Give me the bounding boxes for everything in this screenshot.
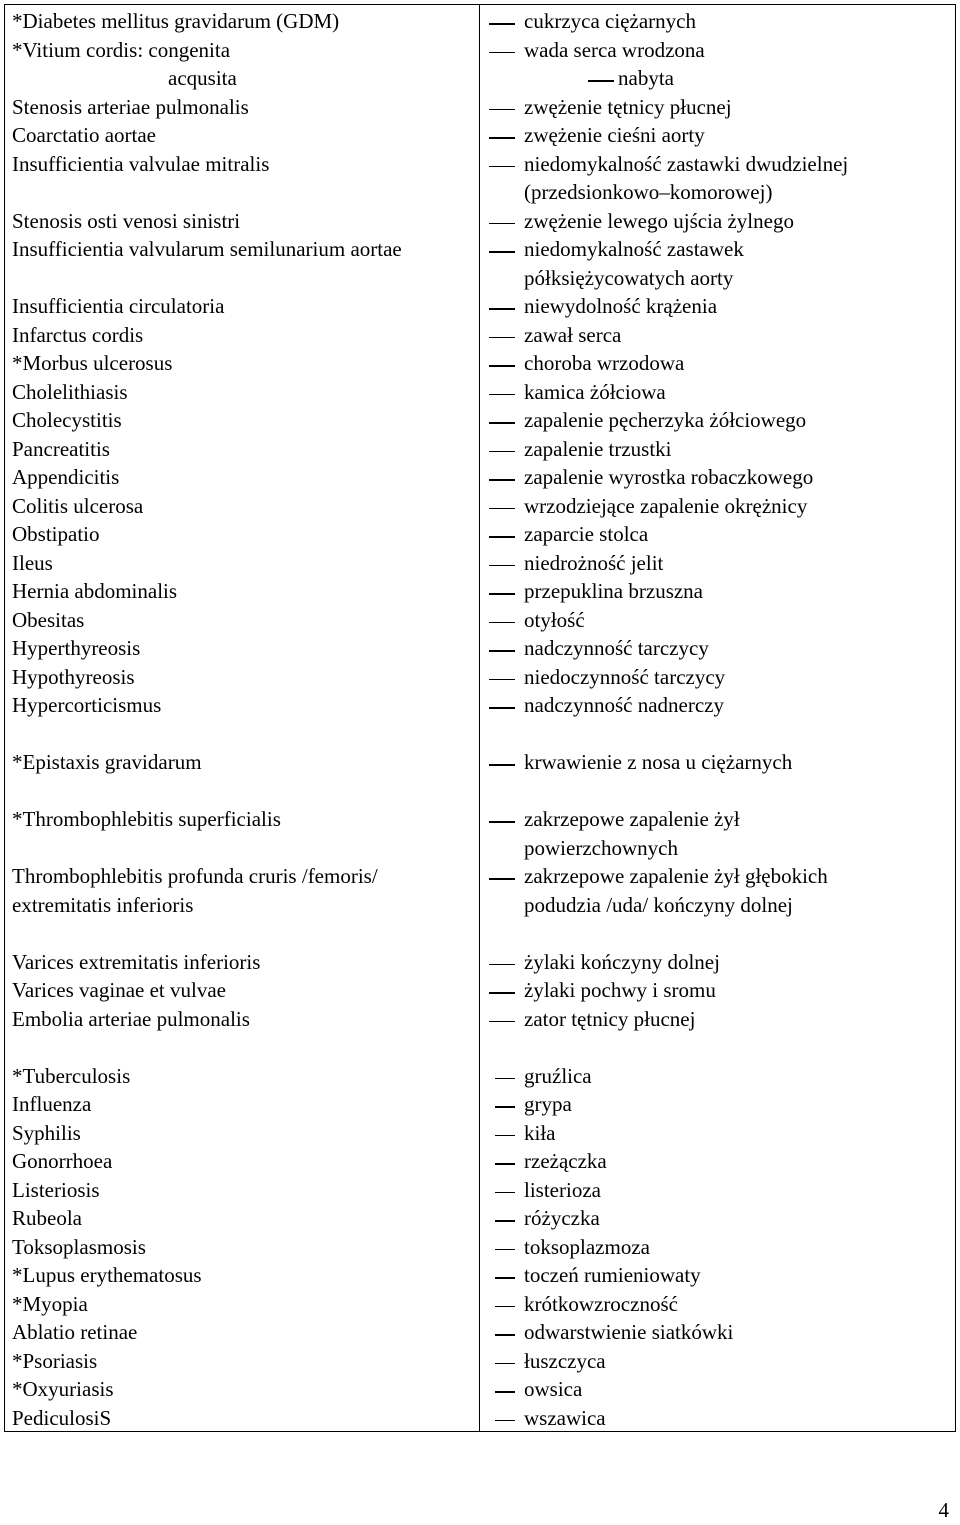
polish-term: grypa <box>524 1092 572 1116</box>
latin-term: Coarctatio aortae <box>12 123 157 147</box>
polish-term: zakrzepowe zapalenie żył głębokich podudzia /uda/ kończyny dolnej <box>524 864 828 917</box>
polish-term: wrzodziejące zapalenie okrężnicy <box>524 493 808 518</box>
polish-term: gruźlica <box>524 1063 592 1088</box>
dash-separator <box>495 1391 515 1393</box>
latin-term: Obesitas <box>12 607 85 632</box>
polish-term: krwawienie z nosa u ciężarnych <box>524 750 793 774</box>
latin-term: acqusita <box>168 66 237 90</box>
latin-term: *Psoriasis <box>12 1348 98 1373</box>
page-number: 4 <box>938 1498 949 1522</box>
dash-separator <box>489 878 515 880</box>
dash-separator <box>489 650 515 652</box>
polish-term: toczeń rumieniowaty <box>524 1263 701 1287</box>
dash-separator <box>489 223 515 225</box>
dash-separator <box>495 1163 515 1165</box>
latin-term: *Myopia <box>12 1291 88 1316</box>
dash-separator <box>588 80 614 82</box>
dash-separator <box>489 337 515 339</box>
latin-term: *Oxyuriasis <box>12 1377 114 1401</box>
latin-term: Stenosis osti venosi sinistri <box>12 208 241 233</box>
dash-separator <box>495 1277 515 1279</box>
dash-separator <box>489 622 515 624</box>
polish-term: niedomykalność zastawki dwudzielnej (przedsionkowo–komorowej) <box>524 151 849 204</box>
polish-term: zwężenie cieśni aorty <box>524 123 705 147</box>
dash-separator <box>489 109 515 111</box>
latin-term: Hyperthyreosis <box>12 636 141 660</box>
polish-term: łuszczyca <box>524 1348 606 1373</box>
dash-separator <box>495 1192 515 1194</box>
latin-term: Hernia abdominalis <box>12 579 178 603</box>
dash-separator <box>489 308 515 310</box>
latin-term: Syphilis <box>12 1120 81 1145</box>
polish-term: zawał serca <box>524 322 622 347</box>
polish-term: kiła <box>524 1120 556 1145</box>
polish-term: cukrzyca ciężarnych <box>524 9 696 33</box>
latin-term: Ileus <box>12 550 53 575</box>
polish-term: niewydolność krążenia <box>524 294 718 318</box>
dash-separator <box>495 1420 515 1422</box>
latin-term: *Lupus erythematosus <box>12 1263 202 1287</box>
latin-term: Varices extremitatis inferioris <box>12 949 261 974</box>
dash-separator <box>489 23 515 25</box>
polish-term: zaparcie stolca <box>524 522 649 546</box>
dash-separator <box>489 422 515 424</box>
latin-term: Insufficientia valvulae mitralis <box>12 151 270 176</box>
latin-term: Cholelithiasis <box>12 379 128 404</box>
dash-separator <box>489 964 515 966</box>
latin-term: Cholecystitis <box>12 408 122 432</box>
polish-term: choroba wrzodowa <box>524 351 685 375</box>
polish-term: listerioza <box>524 1177 601 1202</box>
latin-term: Colitis ulcerosa <box>12 493 144 518</box>
dash-separator <box>489 536 515 538</box>
dash-separator <box>489 1021 515 1023</box>
polish-term: otyłość <box>524 607 585 632</box>
polish-term: zwężenie lewego ujścia żylnego <box>524 208 794 233</box>
latin-term: Stenosis arteriae pulmonalis <box>12 94 249 119</box>
latin-term: *Morbus ulcerosus <box>12 351 173 375</box>
latin-term: *Thrombophlebitis superficialis <box>12 807 281 831</box>
latin-term: Thrombophlebitis profunda cruris /femoris/ extremitatis inferioris <box>12 864 378 917</box>
polish-term: różyczka <box>524 1206 600 1230</box>
polish-term: zapalenie wyrostka robaczkowego <box>524 465 814 489</box>
dash-separator <box>489 365 515 367</box>
terms-table <box>4 4 956 1432</box>
dash-separator <box>495 1220 515 1222</box>
polish-term: kamica żółciowa <box>524 379 666 404</box>
latin-term: Appendicitis <box>12 465 120 489</box>
dash-separator <box>489 451 515 453</box>
dash-separator <box>495 1334 515 1336</box>
polish-term: odwarstwienie siatkówki <box>524 1320 734 1344</box>
dash-separator <box>489 679 515 681</box>
dash-separator <box>489 479 515 481</box>
dash-separator <box>495 1306 515 1308</box>
latin-term: *Tuberculosis <box>12 1063 131 1088</box>
dash-separator <box>495 1249 515 1251</box>
polish-term: toksoplazmoza <box>524 1234 650 1259</box>
dash-separator <box>489 251 515 253</box>
polish-term: wada serca wrodzona <box>524 37 705 62</box>
polish-term: owsica <box>524 1377 583 1401</box>
dash-separator <box>489 394 515 396</box>
dash-separator <box>495 1135 515 1137</box>
polish-term: żylaki kończyny dolnej <box>524 949 720 974</box>
dash-separator <box>495 1106 515 1108</box>
latin-term: Embolia arteriae pulmonalis <box>12 1006 250 1031</box>
latin-term: Pancreatitis <box>12 436 110 461</box>
polish-term: przepuklina brzuszna <box>524 579 704 603</box>
latin-term: Varices vaginae et vulvae <box>12 978 226 1002</box>
dash-separator <box>489 137 515 139</box>
dash-separator <box>495 1078 515 1080</box>
polish-term: zapalenie trzustki <box>524 436 672 461</box>
dash-separator <box>489 508 515 510</box>
dash-separator <box>489 52 515 54</box>
dash-separator <box>489 593 515 595</box>
latin-term: PediculosiS <box>12 1405 112 1430</box>
polish-term: żylaki pochwy i sromu <box>524 978 716 1002</box>
latin-term: Hypercorticismus <box>12 693 162 717</box>
polish-term: wszawica <box>524 1405 606 1430</box>
polish-term: krótkowzroczność <box>524 1291 678 1316</box>
polish-term: zwężenie tętnicy płucnej <box>524 94 732 119</box>
dash-separator <box>489 565 515 567</box>
latin-term: Gonorrhoea <box>12 1149 113 1173</box>
latin-term: Infarctus cordis <box>12 322 144 347</box>
latin-term: Listeriosis <box>12 1177 100 1202</box>
polish-term: zapalenie pęcherzyka żółciowego <box>524 408 807 432</box>
dash-separator <box>495 1363 515 1365</box>
latin-term: Obstipatio <box>12 522 100 546</box>
latin-term: Influenza <box>12 1092 92 1116</box>
polish-term: niedomykalność zastawek półksiężycowatych aorty <box>524 237 744 290</box>
polish-term: zakrzepowe zapalenie żył powierzchownych <box>524 807 740 860</box>
column-divider <box>479 5 480 1431</box>
latin-term: *Epistaxis gravidarum <box>12 750 202 774</box>
latin-term: Insufficientia valvularum semilunarium aortae <box>12 237 402 261</box>
dash-separator <box>489 707 515 709</box>
latin-term: Insufficientia circulatoria <box>12 294 225 318</box>
polish-term: zator tętnicy płucnej <box>524 1006 696 1031</box>
dash-separator <box>489 821 515 823</box>
dash-separator <box>489 764 515 766</box>
polish-term: rzeżączka <box>524 1149 607 1173</box>
latin-term: Ablatio retinae <box>12 1320 138 1344</box>
dash-separator <box>489 166 515 168</box>
latin-term: *Diabetes mellitus gravidarum (GDM) <box>12 9 340 33</box>
latin-term: *Vitium cordis: congenita <box>12 37 231 62</box>
polish-term: niedoczynność tarczycy <box>524 664 726 689</box>
polish-term: niedrożność jelit <box>524 550 664 575</box>
polish-term: nadczynność tarczycy <box>524 636 709 660</box>
latin-term: Rubeola <box>12 1206 82 1230</box>
latin-term: Toksoplasmosis <box>12 1234 146 1259</box>
polish-term: nabyta <box>618 66 674 90</box>
polish-term: nadczynność nadnerczy <box>524 693 724 717</box>
latin-term: Hypothyreosis <box>12 664 135 689</box>
dash-separator <box>489 992 515 994</box>
